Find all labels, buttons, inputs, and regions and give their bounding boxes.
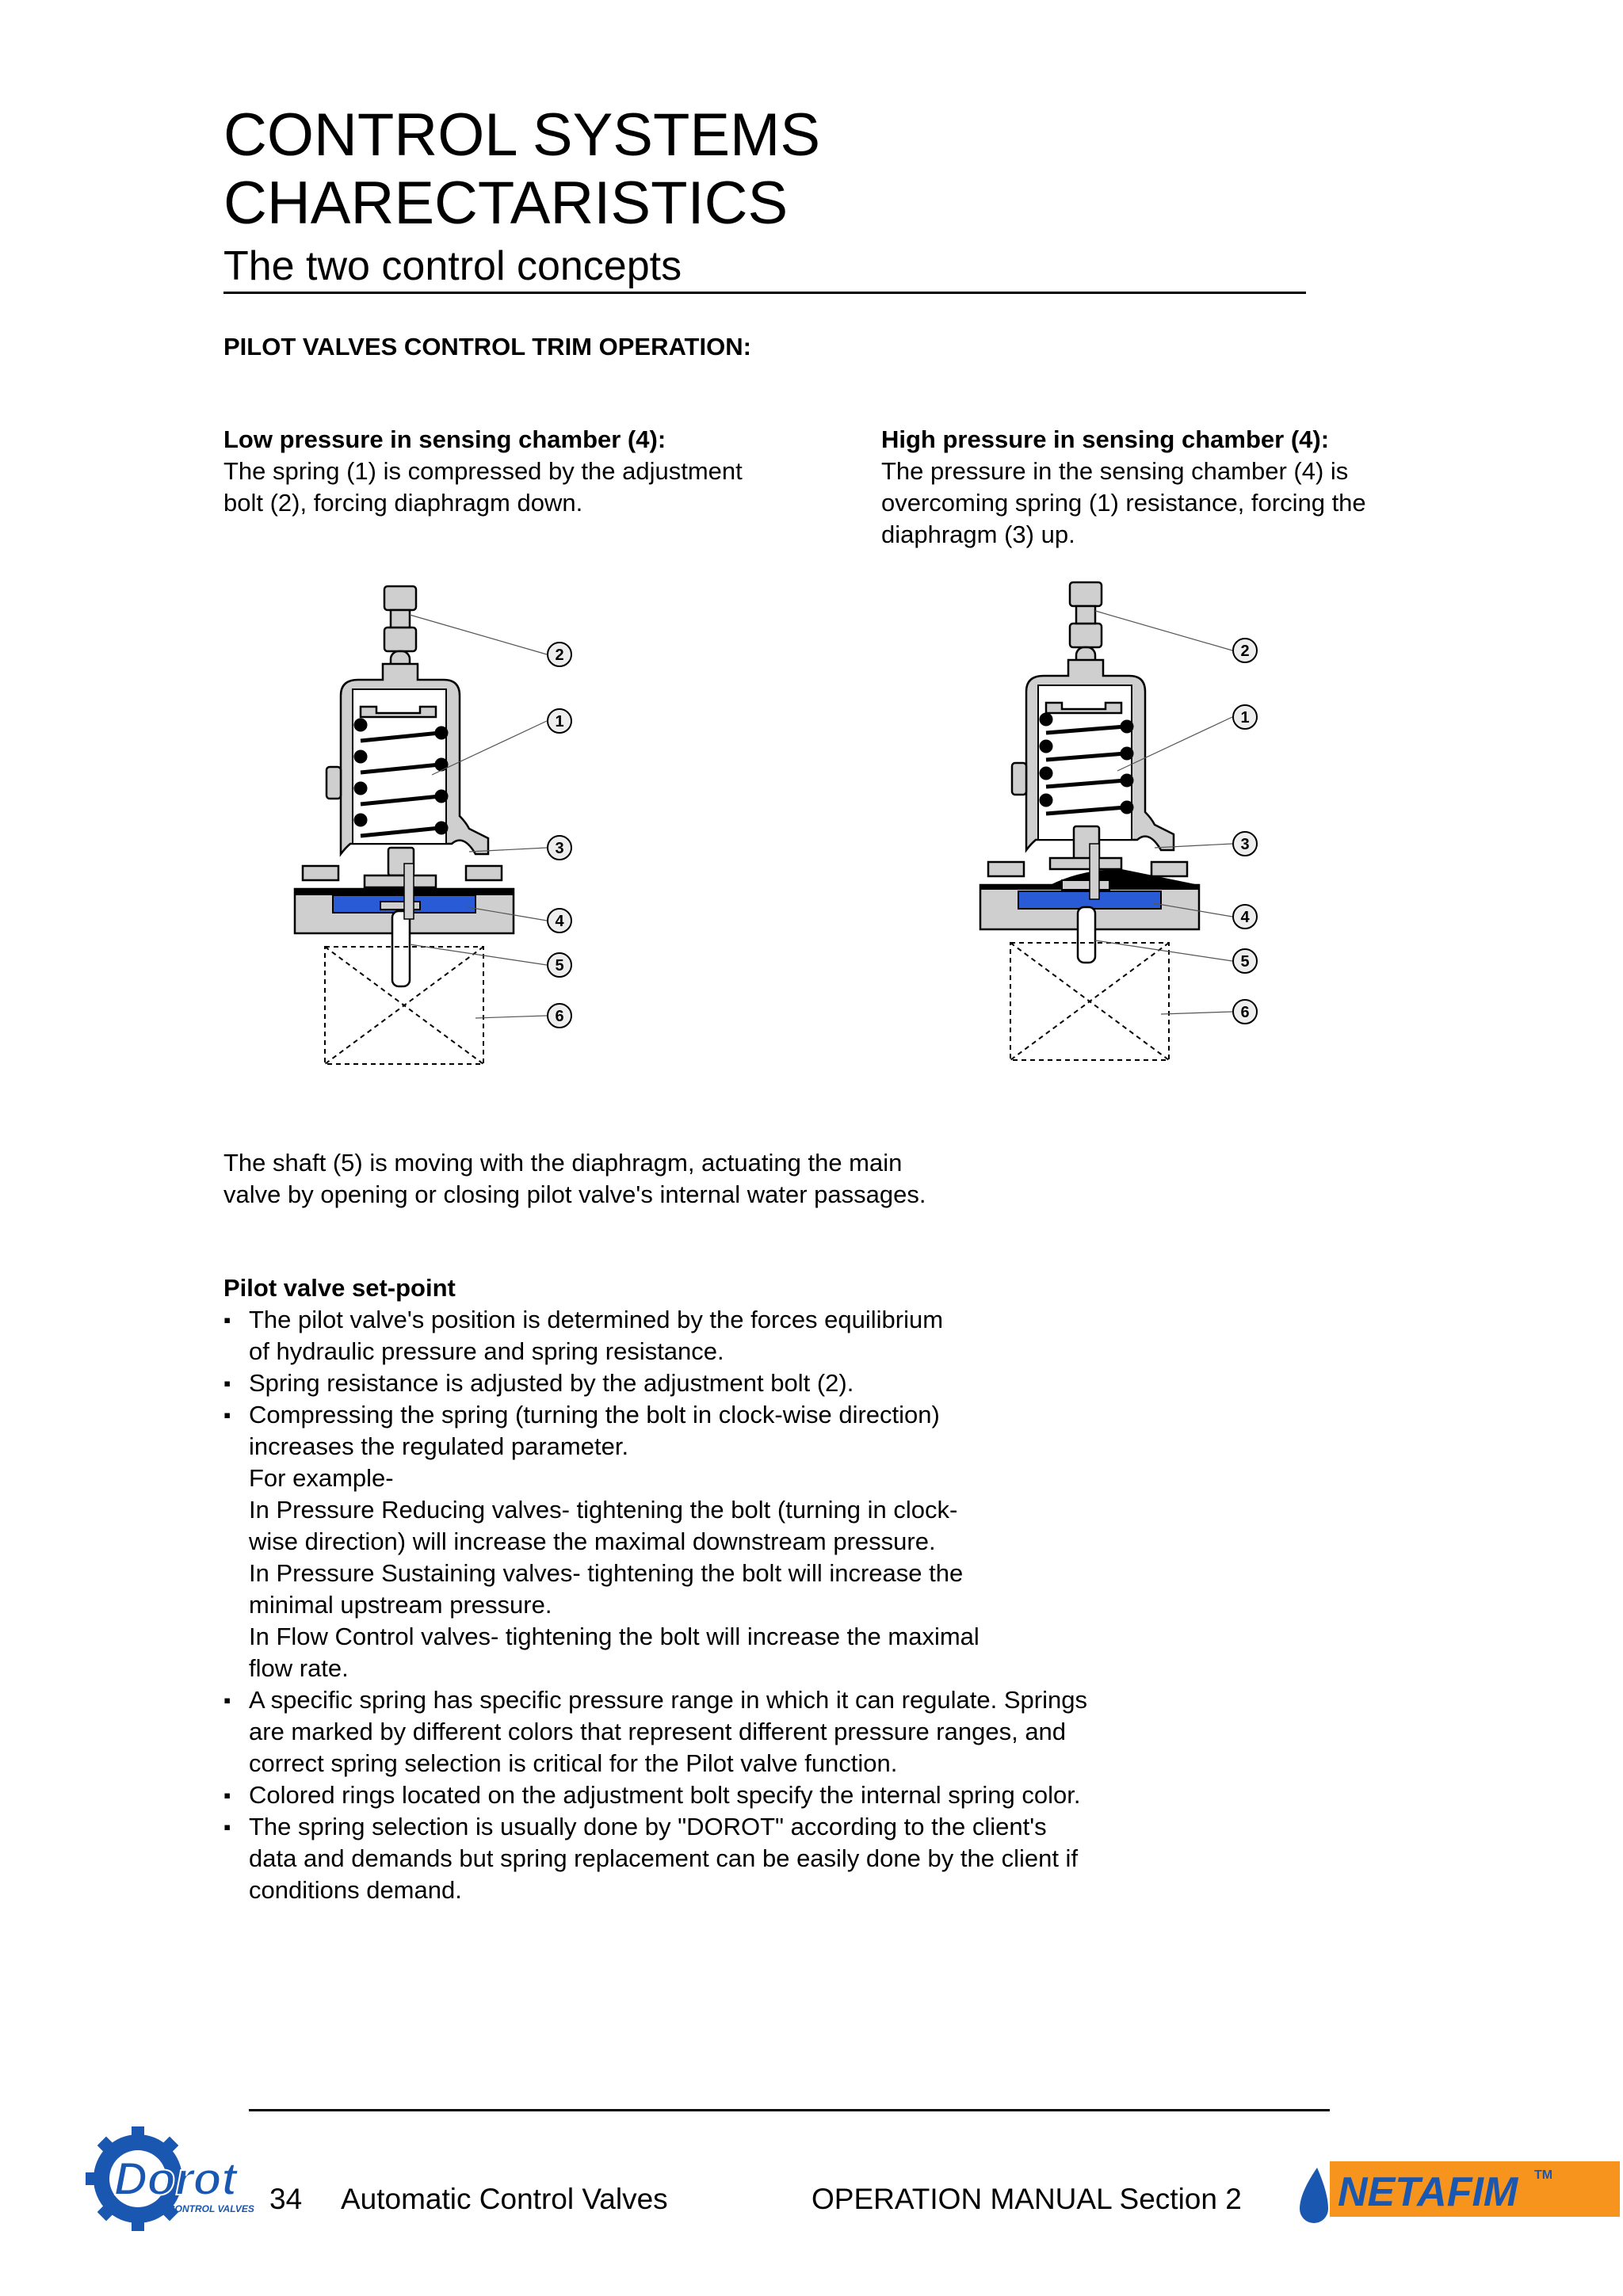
b3-line-7: minimal upstream pressure. xyxy=(249,1591,552,1619)
netafim-tm: TM xyxy=(1534,2168,1553,2182)
b1-line-1: ▪ The pilot valve's position is determined by the forces equilibrium xyxy=(249,1306,944,1333)
high-line-2: overcoming spring (1) resistance, forcing the xyxy=(881,489,1366,517)
footer-right-text: OPERATION MANUAL Section 2 xyxy=(812,2183,1242,2215)
low-line-2: bolt (2), forcing diaphragm down. xyxy=(223,489,583,517)
high-line-1: The pressure in the sensing chamber (4) is xyxy=(881,457,1349,485)
callout-5: 5 xyxy=(555,957,564,974)
shaft-paragraph xyxy=(223,1147,1254,1211)
b3-line-3: For example- xyxy=(249,1464,394,1492)
callout-2: 2 xyxy=(1240,643,1250,660)
dorot-logo xyxy=(82,2122,265,2233)
b5-line-1: ▪ Colored rings located on the adjustment bolt specify the internal spring color. xyxy=(249,1781,1081,1809)
b6-line-1: ▪ The spring selection is usually done by "DOROT" according to the client's xyxy=(249,1813,1047,1840)
b4-line-3: correct spring selection is critical for the Pilot valve function. xyxy=(249,1749,898,1777)
b3-line-5: wise direction) will increase the maximal downstream pressure. xyxy=(249,1527,936,1555)
callout-4: 4 xyxy=(555,913,564,930)
b6-line-2: data and demands but spring replacement can be easily done by the client if xyxy=(249,1844,1079,1872)
footer-divider xyxy=(249,2109,1330,2111)
callout-3: 3 xyxy=(1240,836,1250,853)
netafim-logo xyxy=(1293,2153,1620,2241)
setpoint-list xyxy=(223,1304,1254,1906)
low-pressure-valve-diagram xyxy=(285,578,602,1070)
shaft-line-1: The shaft (5) is moving with the diaphragm, actuating the main xyxy=(223,1149,903,1177)
callout-4: 4 xyxy=(1240,909,1250,926)
b3-line-2: increases the regulated parameter. xyxy=(249,1432,629,1460)
section-heading: PILOT VALVES CONTROL TRIM OPERATION: xyxy=(223,333,751,360)
title-line-2: CHARECTARISTICS xyxy=(223,170,789,237)
dorot-tagline: CONTROL VALVES xyxy=(168,2203,254,2214)
callout-3: 3 xyxy=(555,840,564,857)
callout-6: 6 xyxy=(555,1008,564,1025)
list-item xyxy=(223,1304,1254,1367)
callout-6: 6 xyxy=(1240,1004,1250,1021)
high-line-3: diaphragm (3) up. xyxy=(881,521,1075,548)
netafim-logo-text: NETAFIM xyxy=(1338,2169,1518,2215)
page-title xyxy=(223,101,820,238)
callout-2: 2 xyxy=(555,646,564,664)
low-pressure-heading: Low pressure in sensing chamber (4): xyxy=(223,425,666,453)
list-item xyxy=(223,1399,1254,1684)
title-line-1: CONTROL SYSTEMS xyxy=(223,101,821,169)
b4-line-1: ▪ A specific spring has specific pressure range in which it can regulate. Springs xyxy=(249,1686,1087,1714)
b3-line-9: flow rate. xyxy=(249,1654,349,1682)
b3-line-6: In Pressure Sustaining valves- tightening the bolt will increase the xyxy=(249,1559,964,1587)
water-drop-icon xyxy=(1300,2168,1328,2223)
list-item xyxy=(223,1367,1254,1399)
low-line-1: The spring (1) is compressed by the adjustment xyxy=(223,457,743,485)
b1-line-2: of hydraulic pressure and spring resistance. xyxy=(249,1337,724,1365)
shaft-line-2: valve by opening or closing pilot valve's internal water passages. xyxy=(223,1180,926,1208)
b3-line-8: In Flow Control valves- tightening the bolt will increase the maximal xyxy=(249,1623,980,1650)
low-pressure-block xyxy=(223,424,842,519)
callout-1: 1 xyxy=(555,713,564,730)
high-pressure-valve-diagram xyxy=(971,574,1288,1066)
list-item xyxy=(223,1811,1254,1906)
setpoint-section xyxy=(223,1272,1254,1906)
callout-5: 5 xyxy=(1240,953,1250,971)
page-number: 34 xyxy=(269,2183,303,2215)
callout-1: 1 xyxy=(1240,709,1250,727)
dorot-logo-text: Dorot xyxy=(114,2153,237,2205)
high-pressure-heading: High pressure in sensing chamber (4): xyxy=(881,425,1330,453)
b3-line-4: In Pressure Reducing valves- tightening the bolt (turning in clock- xyxy=(249,1496,958,1524)
setpoint-heading: Pilot valve set-point xyxy=(223,1274,456,1302)
footer-center-text: Automatic Control Valves xyxy=(341,2183,668,2215)
list-item xyxy=(223,1684,1254,1779)
b2-line-1: ▪ Spring resistance is adjusted by the adjustment bolt (2). xyxy=(249,1369,854,1397)
page-subtitle: The two control concepts xyxy=(223,242,1306,294)
b4-line-2: are marked by different colors that represent different pressure ranges, and xyxy=(249,1718,1067,1745)
list-item xyxy=(223,1779,1254,1811)
b6-line-3: conditions demand. xyxy=(249,1876,462,1904)
high-pressure-block xyxy=(881,424,1484,551)
b3-line-1: ▪ Compressing the spring (turning the bolt in clock-wise direction) xyxy=(249,1401,940,1428)
